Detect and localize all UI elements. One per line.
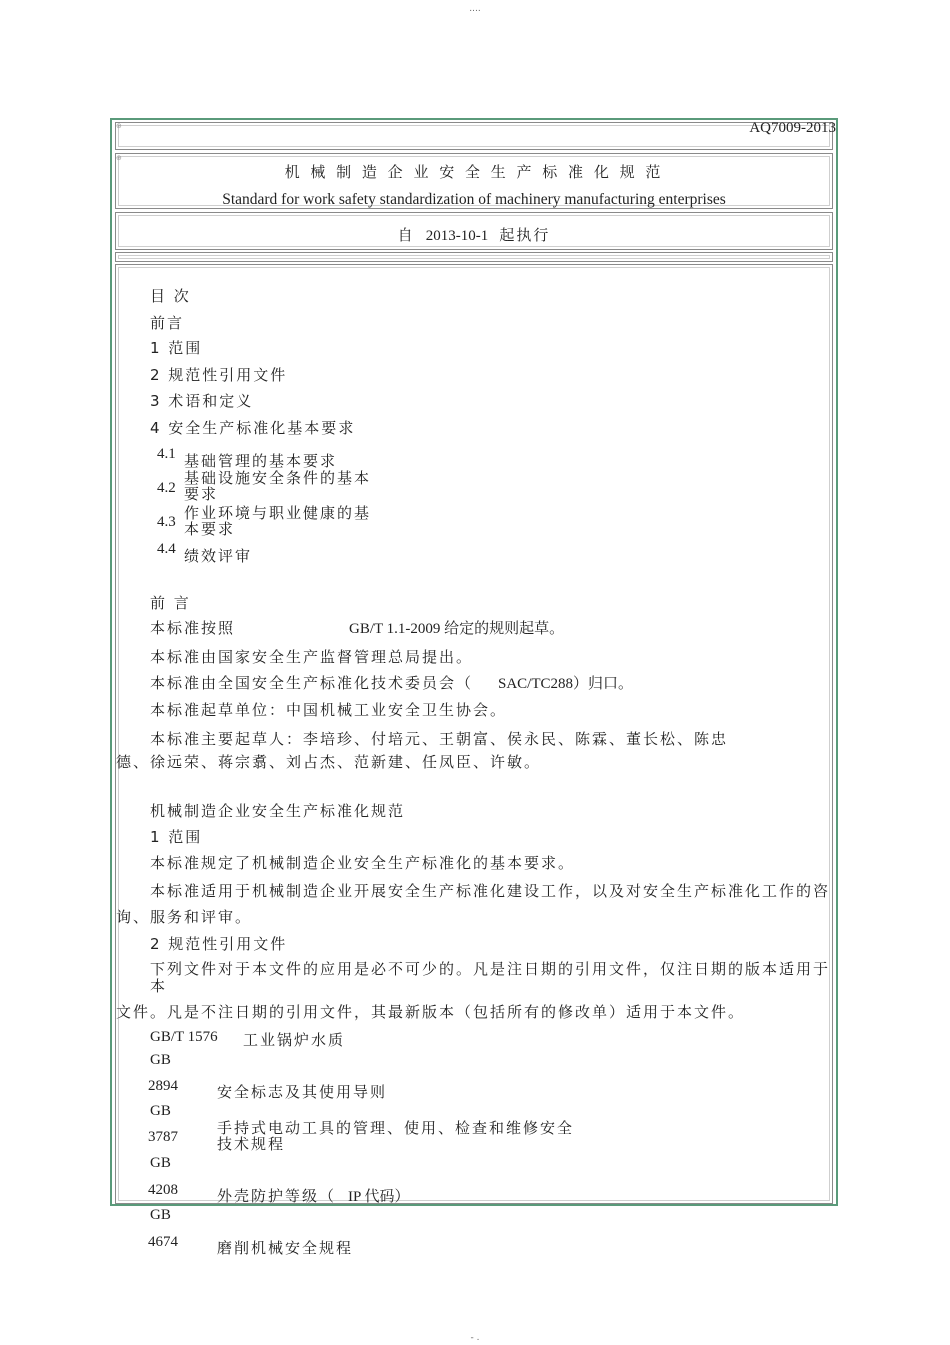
ref-code: GB	[150, 1207, 171, 1223]
toc-sub-text: 基础管理的基本要求	[184, 452, 338, 470]
paragraph: 本标准适用于机械制造企业开展安全生产标准化建设工作，以及对安全生产标准化工作的咨	[150, 882, 831, 900]
preface-line: 本标准起草单位：中国机械工业安全卫生协会。	[150, 701, 508, 719]
preface-line: 本标准按照	[150, 619, 236, 637]
toc-item: 1 范围	[150, 339, 203, 357]
preface-line: 德、徐远荣、蒋宗翥、刘占杰、范新建、任凤臣、许敏。	[116, 753, 542, 771]
code-cell	[115, 122, 833, 150]
ref-code: GB	[150, 1155, 171, 1171]
doc-code: AQ7009-2013	[749, 120, 836, 136]
ref-title: 外壳防护等级（	[217, 1187, 337, 1205]
preface-line: 本标准由全国安全生产标准化技术委员会（	[150, 674, 474, 692]
ref-title: 磨削机械安全规程	[217, 1239, 354, 1257]
toc-sub-text: 要求	[184, 485, 219, 503]
toc-heading: 目 次	[150, 287, 191, 305]
paragraph: 文件。凡是不注日期的引用文件，其最新版本（包括所有的修改单）适用于本文件。	[116, 1003, 746, 1021]
spacer-cell	[115, 252, 833, 262]
preface-line: GB/T 1.1-2009 给定的规则起草。	[349, 621, 565, 637]
ref-num: 4208	[148, 1182, 178, 1198]
toc-sub-num: 4.4	[157, 541, 176, 557]
paragraph: 询、服务和评审。	[116, 908, 253, 926]
toc-sub-text: 本要求	[184, 520, 236, 538]
body-title: 机械制造企业安全生产标准化规范	[150, 802, 406, 820]
paragraph: 下列文件对于本文件的应用是必不可少的。凡是注日期的引用文件，仅注日期的版本适用于	[150, 960, 831, 978]
title-en: Standard for work safety standardization of machinery manufacturing enterprises	[222, 191, 726, 208]
ref-code: GB	[150, 1052, 171, 1068]
cell-anchor-icon: ⊕	[116, 122, 122, 130]
toc-sub-num: 4.3	[157, 514, 176, 530]
toc-sub-num: 4.2	[157, 480, 176, 496]
section-heading: 1 范围	[150, 828, 203, 846]
preface-line: SAC/TC288）归口。	[498, 676, 634, 692]
preface-line: 本标准主要起草人：李培珍、付培元、王朝富、侯永民、陈霖、董长松、陈忠	[150, 730, 729, 748]
toc-sub-num: 4.1	[157, 446, 176, 462]
ref-code: GB	[150, 1103, 171, 1119]
toc-sub-text: 绩效评审	[184, 547, 253, 565]
toc-item: 4 安全生产标准化基本要求	[150, 419, 356, 437]
section-heading: 2 规范性引用文件	[150, 935, 288, 953]
toc-item: 2 规范性引用文件	[150, 366, 288, 384]
ref-title: 手持式电动工具的管理、使用、检查和维修安全	[217, 1119, 575, 1137]
ref-num: 3787	[148, 1129, 178, 1145]
paragraph: 本	[150, 977, 168, 995]
toc-sub-text: 基础设施安全条件的基本	[184, 469, 372, 487]
ref-title: IP 代码）	[348, 1189, 410, 1205]
cell-anchor-icon: ⊕	[116, 154, 122, 162]
ref-title: 技术规程	[217, 1135, 286, 1153]
toc-item: 前言	[150, 314, 185, 332]
effective-line	[115, 224, 833, 245]
toc-sub-text: 作业环境与职业健康的基	[184, 504, 372, 522]
preface-line: 本标准由国家安全生产监督管理总局提出。	[150, 648, 474, 666]
ref-title: 安全标志及其使用导则	[217, 1083, 388, 1101]
effective-suffix: 起执行	[499, 226, 551, 244]
effective-date: 2013-10-1	[425, 228, 489, 244]
paragraph: 本标准规定了机械制造企业安全生产标准化的基本要求。	[150, 854, 576, 872]
footer-dots: - .	[470, 1333, 480, 1343]
ref-code: GB/T 1576	[150, 1029, 218, 1045]
toc-item: 3 术语和定义	[150, 392, 254, 410]
header-dots: ....	[469, 4, 481, 14]
ref-title: 工业锅炉水质	[243, 1031, 346, 1049]
preface-heading: 前 言	[150, 594, 191, 612]
effective-prefix: 自	[397, 226, 415, 244]
ref-num: 2894	[148, 1078, 178, 1094]
ref-num: 4674	[148, 1234, 178, 1250]
title-cn: 机 械 制 造 企 业 安 全 生 产 标 准 化 规 范	[284, 163, 664, 181]
